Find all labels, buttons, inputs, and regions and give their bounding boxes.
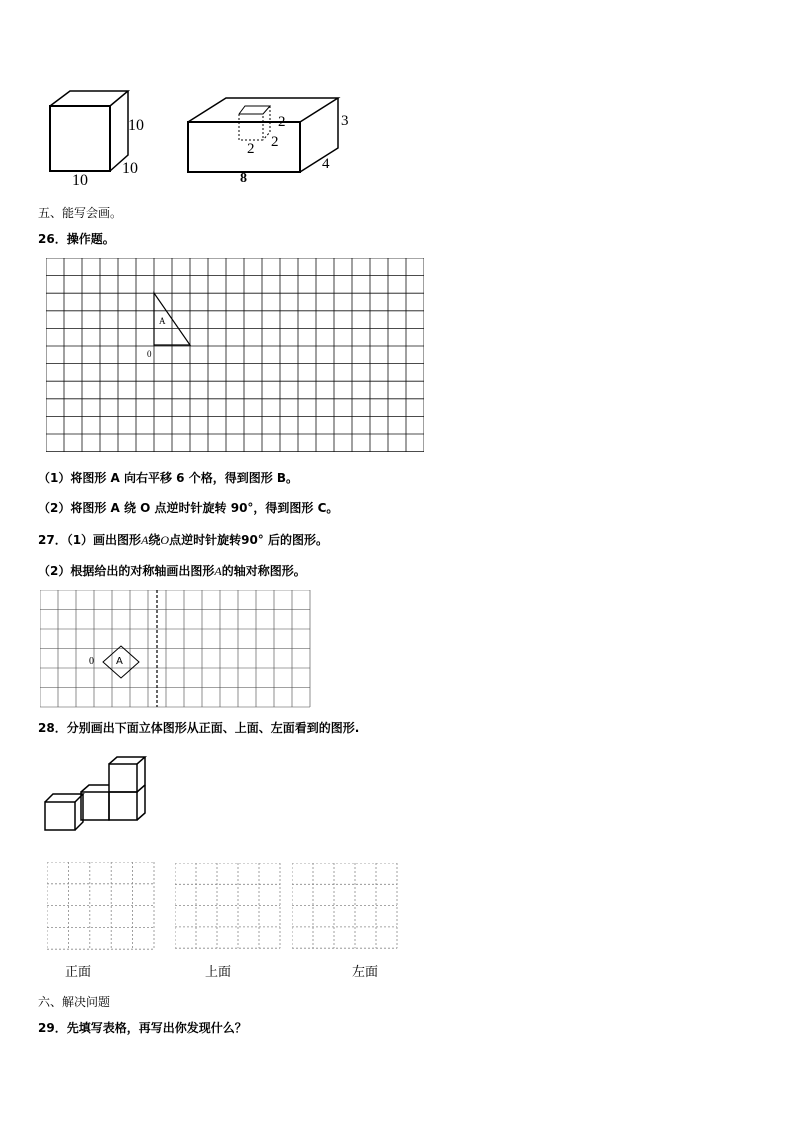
q27-sub2-suffix: 的轴对称图形。 [221,564,306,578]
q27-title-prefix: 27．（1）画出图形 [38,533,142,547]
view-label-front: 正面 [65,965,92,980]
q28-title: 28．分别画出下面立体图形从正面、上面、左面看到的图形. [38,721,360,735]
q27-var-a: A [141,533,149,547]
q27-sub2-var: A [214,564,222,578]
q27-sub2-prefix: （2）根据给出的对称轴画出图形 [38,564,215,578]
q26-sub1: （1）将图形 A 向右平移 6 个格，得到图形 B。 [38,471,299,485]
left-view-grid [292,863,398,949]
q26-grid [46,258,424,452]
view-label-top: 上面 [205,965,232,980]
cube-edge-right: 10 [128,117,144,134]
hole-label-a: 2 [278,114,286,130]
q27-title-mid: 绕 [148,533,161,547]
q27-var-o: O [160,533,170,547]
q27-sub2 [38,562,306,579]
section-6-heading: 六、解决问题 [38,995,111,1009]
q26-sub2: （2）将图形 A 绕 O 点逆时针旋转 90°，得到图形 C。 [38,501,339,515]
front-view-grid [47,862,155,950]
top-view-grid [175,863,281,949]
cube-edge-depth: 10 [122,160,138,177]
q26-title: 26．操作题。 [38,232,115,246]
q27-origin-label: 0 [89,656,94,667]
q27-title [38,531,328,548]
q29-title: 29．先填写表格，再写出你发现什么？ [38,1021,247,1035]
view-label-left: 左面 [352,965,379,980]
box-height-label: 3 [341,113,349,129]
q27-grid [40,590,314,708]
box-depth-label: 4 [322,156,330,172]
section-5-heading: 五、能写会画。 [38,206,123,220]
cube-edge-bottom: 10 [72,172,88,189]
q28-solid-figure [40,752,155,837]
q27-title-suffix: 点逆时针旋转90° 后的图形。 [169,533,328,547]
q26-shape-label: A [159,316,166,326]
hole-label-b: 2 [271,134,279,150]
box-length-label: 8 [240,171,247,186]
q27-shape-label: A [116,656,123,667]
cube-figure [40,85,160,195]
q26-origin-label: 0 [147,349,152,359]
hole-label-c: 2 [247,141,255,157]
